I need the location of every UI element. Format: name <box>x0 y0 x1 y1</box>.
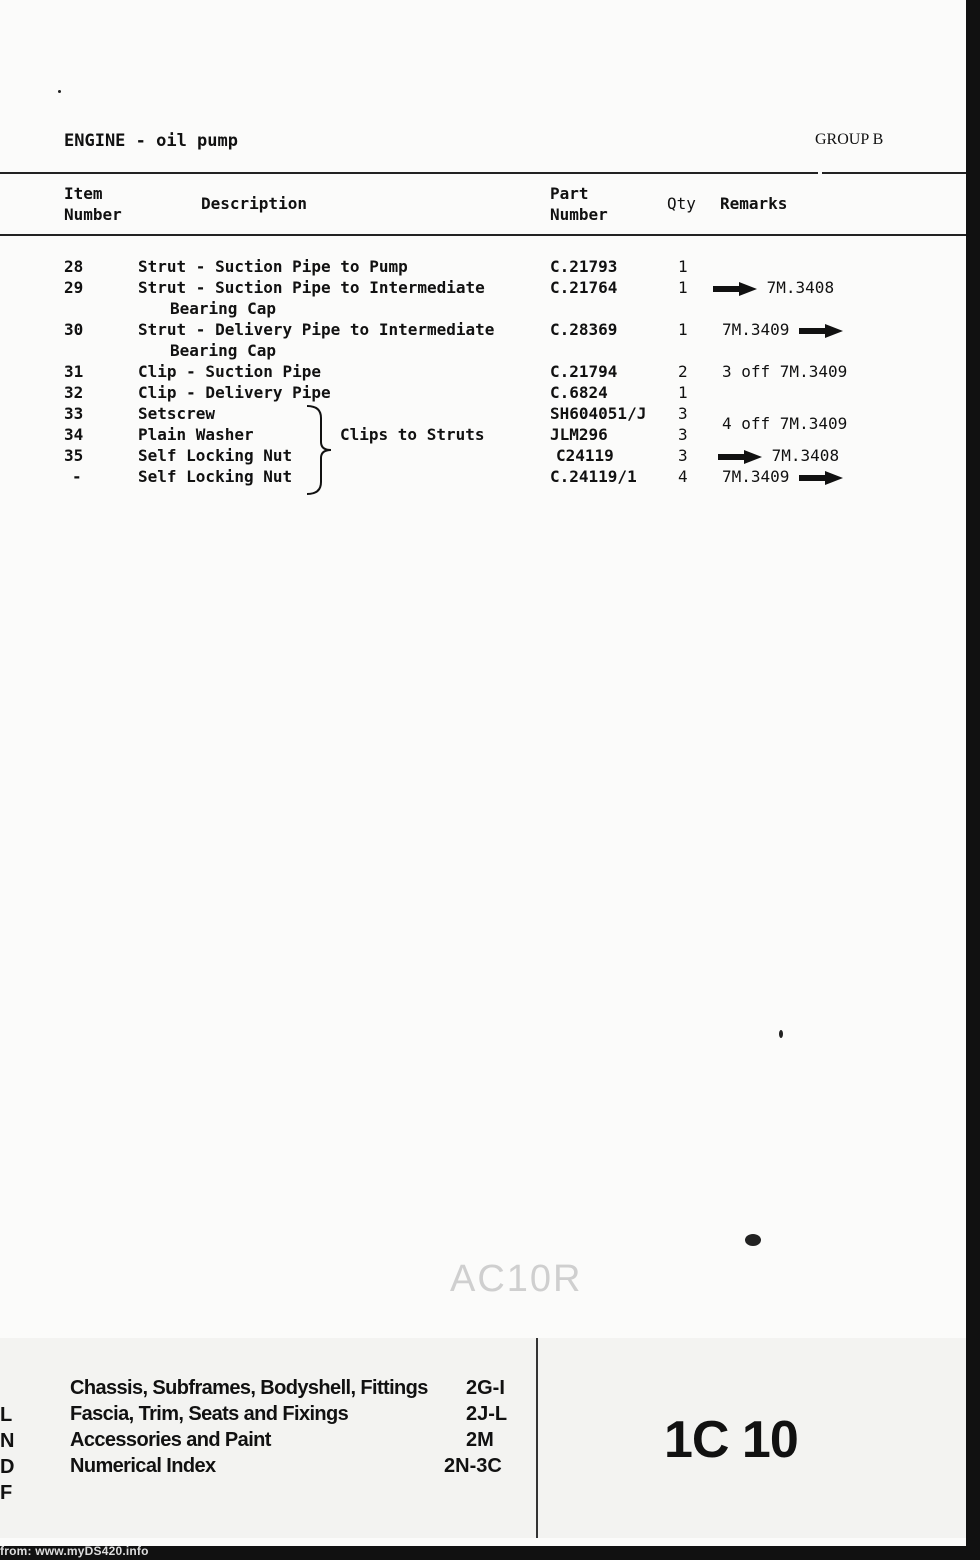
item-description: Clip - Suction Pipe <box>138 362 322 381</box>
remarks <box>722 320 843 339</box>
part-number: C.21764 <box>550 278 618 297</box>
bracket-note: Clips to Struts <box>340 425 485 444</box>
remarks-text: 7M.3408 <box>771 446 840 465</box>
side-letter: N <box>0 1430 15 1452</box>
quantity: 1 <box>678 320 688 339</box>
ink-speck <box>745 1234 761 1246</box>
index-entry-label: Chassis, Subframes, Bodyshell, Fittings <box>70 1377 428 1399</box>
col-header-remarks: Remarks <box>720 194 788 213</box>
group-label: GROUP B <box>815 131 884 148</box>
part-number: C.21793 <box>550 257 618 276</box>
description-continuation: Bearing Cap <box>170 299 276 318</box>
description-continuation: Bearing Cap <box>170 341 276 360</box>
arrow-right-icon <box>713 282 757 296</box>
item-number: 30 <box>64 320 84 339</box>
item-description: Strut - Delivery Pipe to Intermediate <box>138 320 495 339</box>
remarks-text: 7M.3408 <box>766 278 835 297</box>
part-number: C.28369 <box>550 320 618 339</box>
scan-border-right <box>966 0 980 1560</box>
item-description: Setscrew <box>138 404 216 423</box>
table-row <box>0 278 966 299</box>
footer-divider <box>536 1338 538 1538</box>
arrow-right-icon <box>718 450 762 464</box>
item-number: 31 <box>64 362 84 381</box>
part-number: C.21794 <box>550 362 618 381</box>
index-entry-ref: 2M <box>466 1429 494 1451</box>
index-entry-label: Numerical Index <box>70 1455 216 1477</box>
index-entry-label: Fascia, Trim, Seats and Fixings <box>70 1403 349 1425</box>
col-header-qty: Qty <box>667 194 696 213</box>
index-entry-label: Accessories and Paint <box>70 1429 271 1451</box>
col-header-item-line1: Item <box>64 184 103 203</box>
item-number: 35 <box>64 446 84 465</box>
part-number: SH604051/J <box>550 404 647 423</box>
quantity: 3 <box>678 404 688 423</box>
col-header-description: Description <box>201 194 307 213</box>
item-description: Plain Washer <box>138 425 254 444</box>
index-entry-ref: 2N-3C <box>444 1455 502 1477</box>
item-number: 33 <box>64 404 84 423</box>
table-row <box>0 320 966 341</box>
part-number: C.6824 <box>550 383 608 402</box>
remarks: 3 off 7M.3409 <box>722 362 848 381</box>
side-letter: D <box>0 1456 15 1478</box>
table-row <box>0 467 966 488</box>
right-brace-icon <box>305 404 335 496</box>
side-letter: L <box>0 1404 13 1426</box>
part-number: JLM296 <box>550 425 608 444</box>
quantity: 4 <box>678 467 688 486</box>
table-row <box>0 446 966 467</box>
col-header-part <box>550 183 608 225</box>
fiche-number: 1C 10 <box>664 1411 798 1469</box>
table-row <box>0 362 966 383</box>
item-number: 28 <box>64 257 84 276</box>
col-header-item <box>64 183 122 225</box>
header-rule-top-right <box>822 172 966 174</box>
faded-stamp: AC10R <box>450 1258 583 1300</box>
col-header-item-line2: Number <box>64 205 122 224</box>
quantity: 3 <box>678 446 688 465</box>
item-description: Self Locking Nut <box>138 446 293 465</box>
remarks-text: 7M.3409 <box>722 320 790 339</box>
source-watermark: from: www.myDS420.info <box>0 1544 149 1558</box>
item-description: Clip - Delivery Pipe <box>138 383 331 402</box>
item-number: - <box>72 467 82 486</box>
quantity: 2 <box>678 362 688 381</box>
header-rule-top <box>0 172 818 174</box>
item-description: Strut - Suction Pipe to Pump <box>138 257 408 276</box>
index-entry-ref: 2J-L <box>466 1403 508 1425</box>
quantity: 1 <box>678 383 688 402</box>
col-header-part-line1: Part <box>550 184 589 203</box>
ink-speck <box>779 1030 783 1038</box>
item-number: 29 <box>64 278 84 297</box>
header-rule-bottom <box>0 234 966 236</box>
remarks <box>722 467 843 486</box>
remarks <box>718 446 839 465</box>
arrow-right-icon <box>799 324 843 338</box>
arrow-right-icon <box>799 471 843 485</box>
quantity: 1 <box>678 278 688 297</box>
item-description: Strut - Suction Pipe to Intermediate <box>138 278 485 297</box>
table-row <box>0 383 966 404</box>
ink-speck <box>58 90 61 93</box>
page-title: ENGINE - oil pump <box>64 131 238 151</box>
quantity: 1 <box>678 257 688 276</box>
col-header-part-line2: Number <box>550 205 608 224</box>
table-row <box>0 257 966 278</box>
bracket-remark: 4 off 7M.3409 <box>722 414 848 433</box>
item-number: 34 <box>64 425 84 444</box>
part-number: C24119 <box>556 446 614 465</box>
index-entry-ref: 2G-I <box>466 1377 505 1399</box>
remarks-text: 7M.3409 <box>722 467 790 486</box>
part-number: C.24119/1 <box>550 467 637 486</box>
side-letter: F <box>0 1482 13 1504</box>
quantity: 3 <box>678 425 688 444</box>
item-number: 32 <box>64 383 84 402</box>
item-description: Self Locking Nut <box>138 467 293 486</box>
remarks <box>713 278 834 297</box>
